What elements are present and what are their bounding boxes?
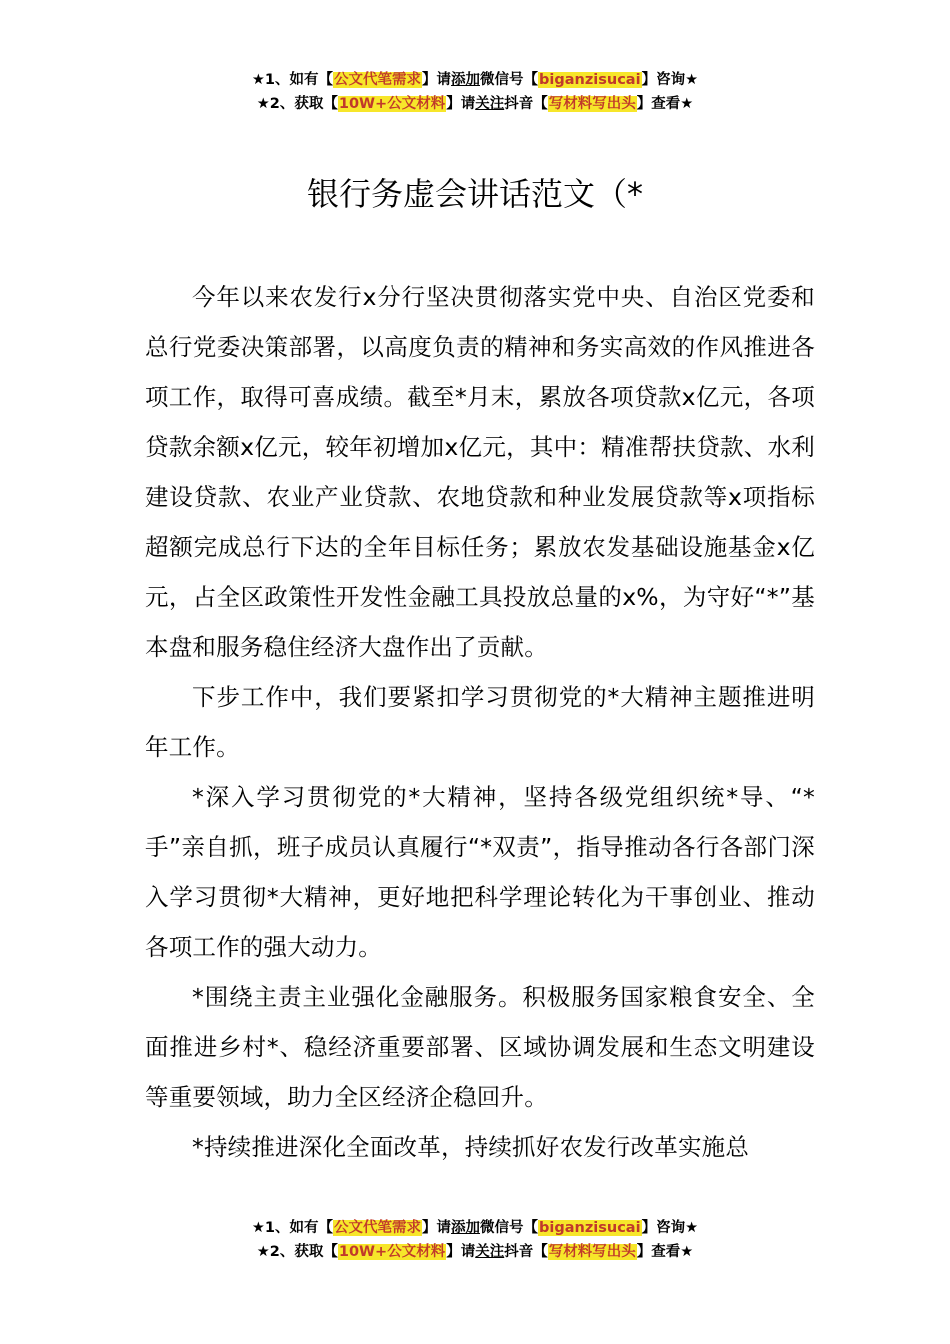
banner-text: 抖音【: [504, 1244, 548, 1260]
banner-text: 】请: [422, 72, 452, 88]
banner-line-1: [0, 68, 950, 92]
document-title: 银行务虚会讲话范文（*: [306, 175, 643, 213]
banner-text: ★2、获取【: [256, 1244, 338, 1260]
banner-text: 微信号【: [480, 1220, 539, 1236]
banner-underline: 关注: [475, 96, 505, 112]
paragraph: 下步工作中，我们要紧扣学习贯彻党的*大精神主题推进明年工作。: [145, 683, 815, 761]
banner-highlight: 写材料写出头: [548, 96, 636, 112]
banner-underline: 关注: [475, 1244, 505, 1260]
banner-text: 】查看★: [636, 96, 694, 112]
banner-text: 抖音【: [504, 96, 548, 112]
footer-banner: [0, 1216, 950, 1264]
banner-text: 】请: [446, 1244, 476, 1260]
banner-text: 】请: [446, 96, 476, 112]
banner-highlight: 10W+公文材料: [338, 1244, 446, 1260]
banner-underline: 添加: [451, 1220, 481, 1236]
banner-highlight: 10W+公文材料: [338, 96, 446, 112]
banner-underline: 添加: [451, 72, 481, 88]
banner-text: 】咨询★: [641, 72, 699, 88]
header-banner: [0, 68, 950, 116]
banner-highlight: biganzisucai: [539, 1220, 641, 1236]
banner-text: 】请: [422, 1220, 452, 1236]
banner-highlight: 公文代笔需求: [334, 72, 422, 88]
banner-text: ★1、如有【: [251, 72, 334, 88]
banner-text: ★1、如有【: [251, 1220, 334, 1236]
banner-text: 】咨询★: [641, 1220, 699, 1236]
document-body: [145, 272, 815, 1172]
banner-line-2: [0, 92, 950, 116]
banner-highlight: biganzisucai: [539, 72, 641, 88]
banner-line-2: [0, 1240, 950, 1264]
banner-text: ★2、获取【: [256, 96, 338, 112]
banner-highlight: 公文代笔需求: [334, 1220, 422, 1236]
paragraph: *持续推进深化全面改革，持续抓好农发行改革实施总: [192, 1133, 750, 1161]
paragraph: *围绕主责主业强化金融服务。积极服务国家粮食安全、全面推进乡村*、稳经济重要部署、区域协调发展和生态文明建设等重要领域，助力全区经济企稳回升。: [145, 983, 815, 1111]
banner-line-1: [0, 1216, 950, 1240]
banner-highlight: 写材料写出头: [548, 1244, 636, 1260]
paragraph: *深入学习贯彻党的*大精神，坚持各级党组织统*导、“*手”亲自抓，班子成员认真履行“*双责”，指导推动各行各部门深入学习贯彻*大精神，更好地把科学理论转化为干事创业、推动各项工作的强大动力。: [145, 783, 815, 961]
banner-text: 】查看★: [636, 1244, 694, 1260]
paragraph: 今年以来农发行x分行坚决贯彻落实党中央、自治区党委和总行党委决策部署，以高度负责的精神和务实高效的作风推进各项工作，取得可喜成绩。截至*月末，累放各项贷款x亿元，各项贷款余额x亿元，较年初增加x亿元，其中：精准帮扶贷款、水利建设贷款、农业产业贷款、农地贷款和种业发展贷款等x项指标超额完成总行下达的全年目标任务；累放农发基础设施基金x亿元，占全区政策性开发性金融工具投放总量的x%，为守好“*”基本盘和服务稳住经济大盘作出了贡献。: [145, 283, 815, 661]
banner-text: 微信号【: [480, 72, 539, 88]
